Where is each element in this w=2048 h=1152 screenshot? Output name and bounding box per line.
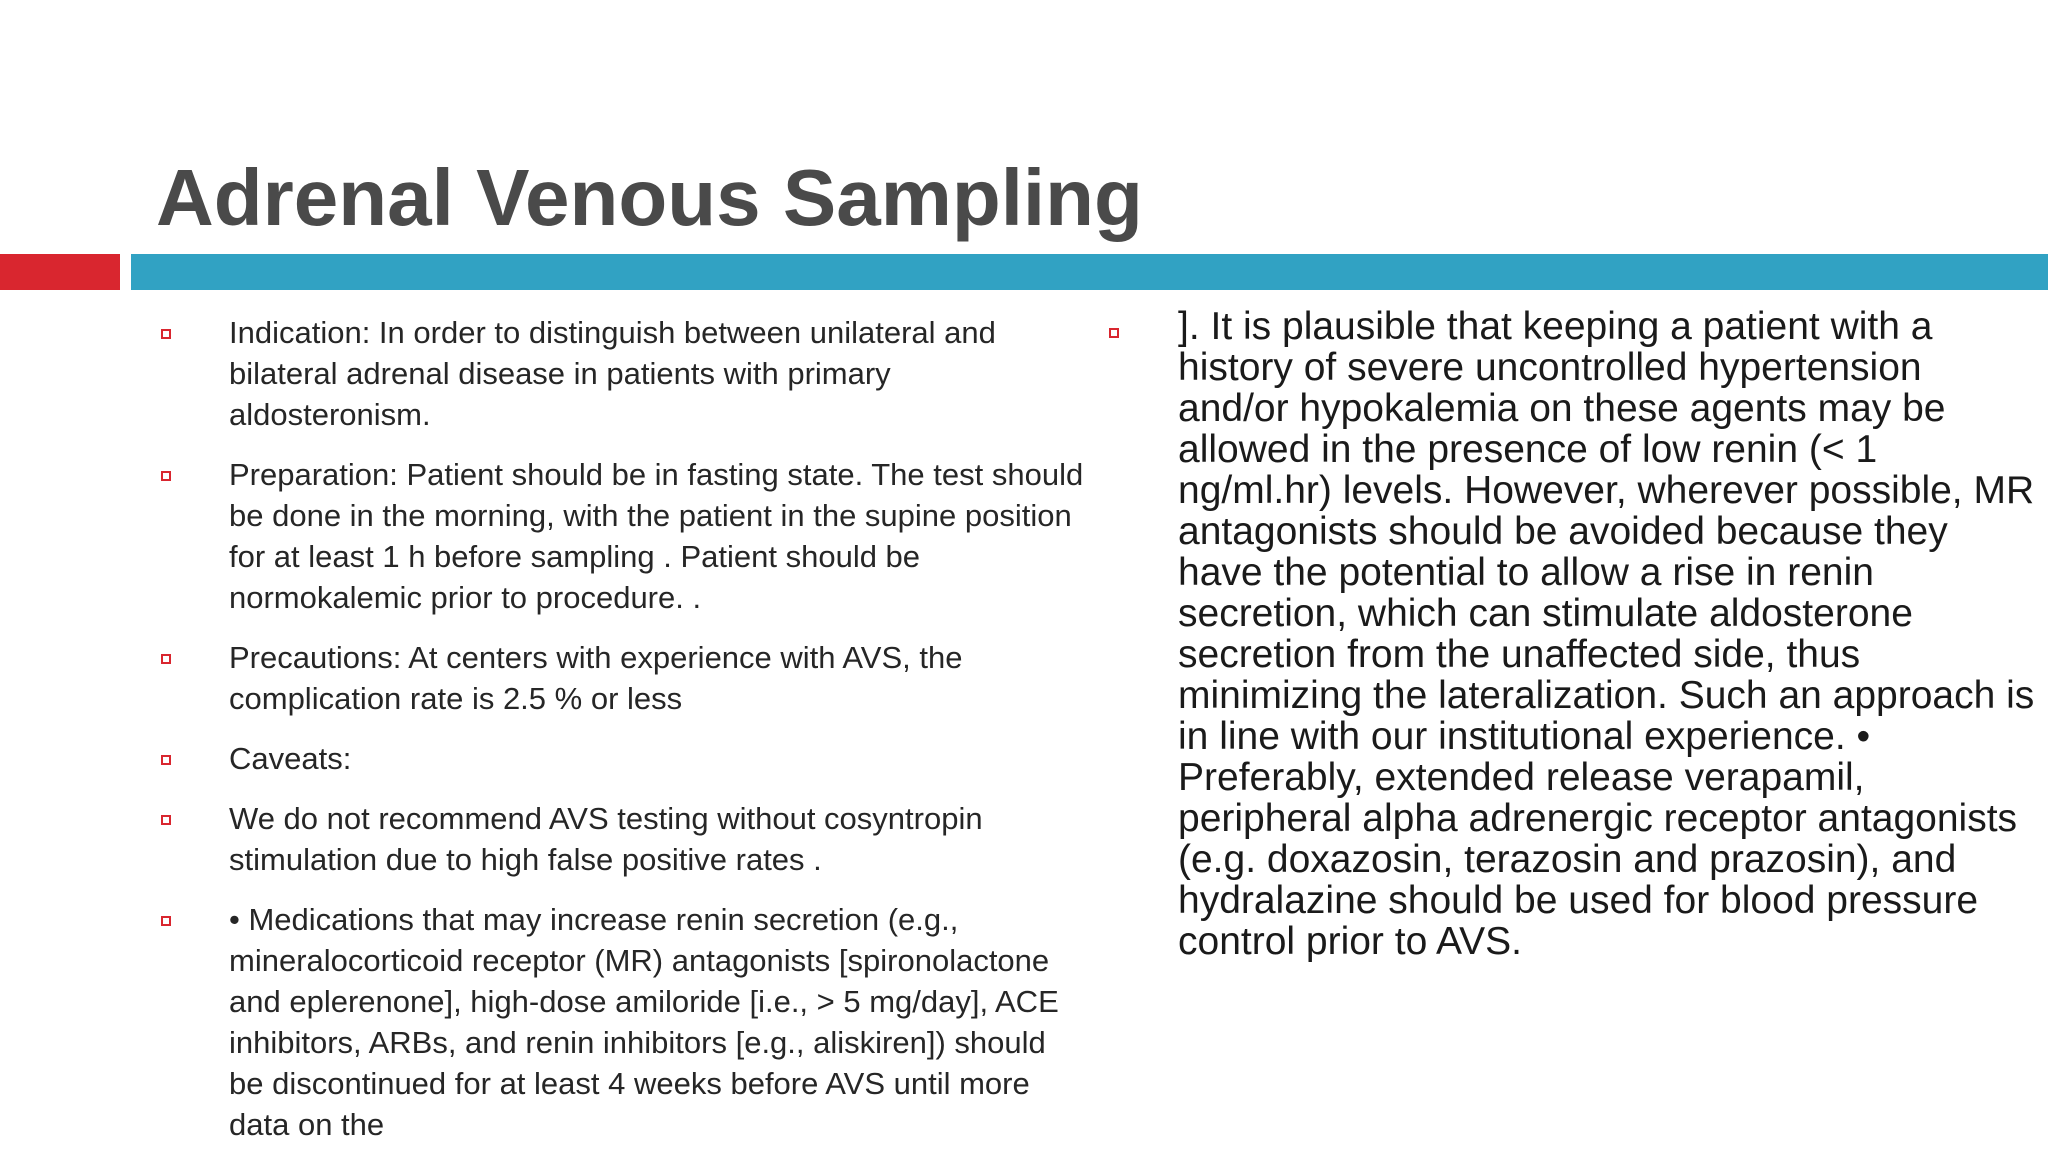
- bullet-text: • Medications that may increase renin secretion (e.g., mineralocorticoid receptor (MR) antagonists [spironolactone and eplerenone], high-dose amiloride [i.e., > 5 mg/day], ACE inhibitors, ARBs, and renin inhibitors [e.g., aliskiren]) should be discontinued for at least 4 weeks before AVS until more data on the: [229, 902, 1059, 1142]
- bullet-text: Indication: In order to distinguish between unilateral and bilateral adrenal disease in patients with primary aldosteronism.: [229, 315, 996, 432]
- bullet-text: Precautions: At centers with experience with AVS, the complication rate is 2.5 % or less: [229, 640, 963, 716]
- bullet-text: We do not recommend AVS testing without cosyntropin stimulation due to high false positive rates .: [229, 801, 983, 877]
- square-bullet-icon: [161, 329, 171, 339]
- square-bullet-icon: [161, 815, 171, 825]
- bullet-continuation: [1105, 306, 2035, 962]
- square-bullet-icon: [161, 654, 171, 664]
- bullet-text: Caveats:: [229, 741, 352, 776]
- bullet-precautions: [156, 637, 1086, 719]
- bullet-medications: [156, 899, 1086, 1145]
- red-accent-bar: [0, 254, 120, 290]
- teal-accent-bar: [131, 254, 2048, 290]
- square-bullet-icon: [161, 471, 171, 481]
- bullet-text: ]. It is plausible that keeping a patient with a history of severe uncontrolled hypertension and/or hypokalemia on these agents may be allowed in the presence of low renin (< 1 ng/ml.hr) levels. However, wherever possible, MR antagonists should be avoided because they have the potential to allow a rise in renin secretion, which can stimulate aldosterone secretion from the unaffected side, thus minimizing the lateralization. Such an approach is in line with our institutional experience. • Preferably, extended release verapamil, peripheral alpha adrenergic receptor antagonists (e.g. doxazosin, terazosin and prazosin), and hydralazine should be used for blood pressure control prior to AVS.: [1178, 305, 2035, 963]
- right-bullet-column: [1105, 306, 2035, 962]
- bullet-caveats: [156, 738, 1086, 779]
- square-bullet-icon: [161, 755, 171, 765]
- bullet-cosyntropin: [156, 798, 1086, 880]
- bullet-indication: [156, 312, 1086, 435]
- bullet-preparation: [156, 454, 1086, 618]
- square-bullet-icon: [161, 916, 171, 926]
- left-bullet-list: [156, 312, 1086, 1152]
- slide-title: Adrenal Venous Sampling: [156, 153, 1143, 242]
- bullet-text: Preparation: Patient should be in fasting state. The test should be done in the morning, with the patient in the supine position for at least 1 h before sampling . Patient should be normokalemic prior to procedure. .: [229, 457, 1084, 615]
- square-bullet-icon: [1109, 328, 1119, 338]
